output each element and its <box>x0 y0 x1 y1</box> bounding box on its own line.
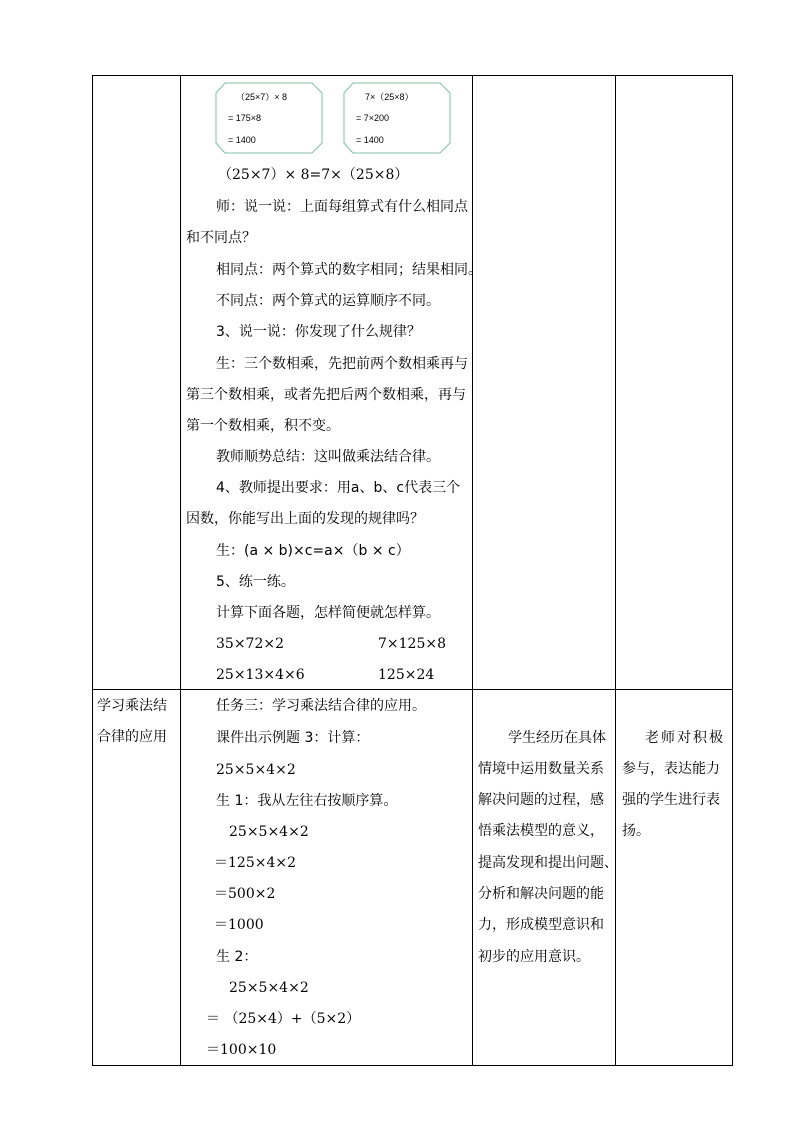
design-intent-line-1: 学生经历在具体 <box>508 730 606 746</box>
card-2-line-3: = 1400 <box>356 135 384 145</box>
design-intent-line-5: 提高发现和提出问题、 <box>478 855 618 871</box>
evaluation-line-2: 参与，表达能力 <box>622 761 720 777</box>
design-intent-line-4: 悟乘法模型的意义， <box>478 823 604 839</box>
design-intent-line-6: 分析和解决问题的能 <box>478 886 604 902</box>
table-row-divider <box>92 689 733 690</box>
student-answer-line-3: 第一个数相乘，积不变。 <box>186 418 340 434</box>
student-2-step-0: 25×5×4×2 <box>229 980 309 996</box>
evaluation-line-3: 强的学生进行表 <box>622 792 720 808</box>
student-1-step-3: ＝1000 <box>214 917 264 933</box>
law-formula: 生：(a × b)×c=a×（b × c） <box>216 543 410 559</box>
teacher-summary: 教师顺势总结：这叫做乘法结合律。 <box>216 449 440 465</box>
step-4-line-1: 4、教师提出要求：用a、b、c代表三个 <box>216 480 461 496</box>
differences: 不同点：两个算式的运算顺序不同。 <box>216 293 440 309</box>
step-5: 5、练一练。 <box>216 574 295 590</box>
table-top-border <box>92 75 733 76</box>
exercise-instruction: 计算下面各题，怎样简便就怎样算。 <box>216 605 440 621</box>
student-2-step-1: ＝ （25×4）+（5×2） <box>206 1011 361 1027</box>
teacher-question-line-1: 师：说一说：上面每组算式有什么相同点 <box>216 199 468 215</box>
exercise-2b: 125×24 <box>378 667 435 683</box>
exercise-1b: 7×125×8 <box>378 636 446 652</box>
table-bottom-border <box>92 1065 733 1066</box>
table-left-border <box>92 75 93 1066</box>
card-1-line-2: = 175×8 <box>228 113 262 123</box>
student-1: 生 1：我从左往右按顺序算。 <box>216 793 398 809</box>
table-col-divider-1 <box>180 75 181 1066</box>
task-3: 任务三：学习乘法结合律的应用。 <box>216 698 426 714</box>
similarities: 相同点：两个算式的数字相同；结果相同。 <box>216 262 482 278</box>
card-2-line-1: 7×（25×8） <box>365 92 414 102</box>
design-intent-line-7: 力，形成模型意识和 <box>478 917 604 933</box>
example-expression: 25×5×4×2 <box>216 762 296 778</box>
section-label-line-2: 合律的应用 <box>97 729 167 745</box>
table-col-divider-2 <box>472 75 473 1066</box>
design-intent-line-3: 解决问题的过程，感 <box>478 792 604 808</box>
table-right-border <box>732 75 733 1066</box>
step-3: 3、说一说：你发现了什么规律？ <box>216 324 421 340</box>
student-2-step-2: ＝100×10 <box>206 1042 277 1058</box>
evaluation-line-1: 老师对积极 <box>645 730 725 746</box>
exercise-1a: 35×72×2 <box>216 636 284 652</box>
section-label-line-1: 学习乘法结 <box>97 698 167 714</box>
student-2: 生 2： <box>216 949 258 965</box>
design-intent-line-8: 初步的应用意识。 <box>478 949 590 965</box>
student-1-step-2: ＝500×2 <box>214 886 276 902</box>
step-4-line-2: 因数，你能写出上面的发现的规律吗？ <box>186 511 424 527</box>
student-1-step-1: ＝125×4×2 <box>214 855 296 871</box>
student-answer-line-1: 生：三个数相乘，先把前两个数相乘再与 <box>216 356 468 372</box>
student-1-step-0: 25×5×4×2 <box>229 824 309 840</box>
equation: （25×7）× 8=7×（25×8） <box>218 167 409 183</box>
teacher-question-line-2: 和不同点？ <box>186 230 256 246</box>
card-1-line-1: （25×7）× 8 <box>236 92 288 102</box>
table-col-divider-3 <box>615 75 616 1066</box>
example-3: 课件出示例题 3：计算： <box>216 730 370 746</box>
evaluation-line-4: 扬。 <box>622 823 650 839</box>
card-1-line-3: = 1400 <box>228 135 256 145</box>
exercise-2a: 25×13×4×6 <box>216 667 305 683</box>
student-answer-line-2: 第三个数相乘，或者先把后两个数相乘，再与 <box>186 387 466 403</box>
design-intent-line-2: 情境中运用数量关系 <box>478 761 604 777</box>
card-2-line-2: = 7×200 <box>356 113 390 123</box>
